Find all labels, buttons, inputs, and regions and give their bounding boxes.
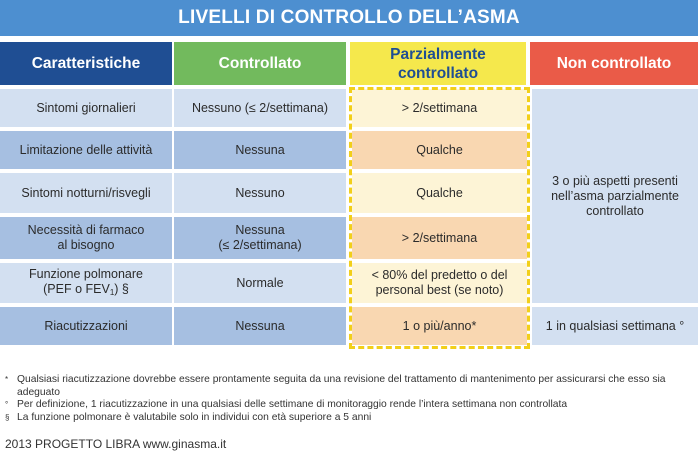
footnote bbox=[5, 412, 695, 425]
row-limitazione-attivita-controllato bbox=[174, 131, 346, 169]
row-riacutizzazioni-label bbox=[0, 307, 172, 345]
header-non-controllato-label: Non controllato bbox=[556, 55, 672, 72]
header-parzialmente-line1: Parzialmente bbox=[390, 45, 486, 63]
header-controllato-label: Controllato bbox=[218, 55, 302, 72]
row-sintomi-notturni-label bbox=[0, 173, 172, 213]
row-riacutizzazioni-parzialmente bbox=[352, 307, 527, 345]
row-sintomi-notturni-controllato bbox=[174, 173, 346, 213]
cell-value-line1: Nessuna bbox=[235, 223, 285, 237]
header-parzialmente-line2: controllato bbox=[397, 64, 479, 82]
cell-value: Nessuna bbox=[235, 318, 285, 333]
footnote-marker: ° bbox=[5, 400, 9, 410]
row-label-line1: Funzione polmonare bbox=[29, 266, 143, 281]
row-label: Limitazione delle attività bbox=[19, 142, 153, 157]
cell-value: Normale bbox=[236, 275, 284, 290]
cell-value: Nessuno bbox=[235, 185, 285, 200]
header-controllato bbox=[174, 42, 346, 85]
footnote-text: La funzione polmonare è valutabile solo in individui con età superiore a 5 anni bbox=[17, 411, 372, 423]
footnote bbox=[5, 399, 695, 412]
merged-line1: 3 o più aspetti presenti bbox=[552, 173, 678, 188]
row-label: Riacutizzazioni bbox=[44, 318, 128, 333]
source-footer: 2013 PROGETTO LIBRA www.ginasma.it bbox=[5, 437, 227, 451]
row-funzione-polmonare-controllato bbox=[174, 263, 346, 303]
cell-value: 1 in qualsiasi settimana ° bbox=[545, 318, 685, 333]
footnote-marker: * bbox=[5, 375, 9, 384]
row-necessita-farmaco-label bbox=[0, 217, 172, 259]
row-necessita-farmaco-controllato bbox=[174, 217, 346, 259]
row-riacutizzazioni-non-controllato bbox=[532, 307, 698, 345]
cell-value-line1: < 80% del predetto o del bbox=[371, 268, 508, 282]
cell-value: 1 o più/anno* bbox=[402, 318, 477, 333]
row-limitazione-attivita-parzialmente bbox=[352, 131, 527, 169]
row-label-line1: Necessità di farmaco bbox=[27, 223, 145, 237]
merged-line2: nell’asma parzialmente bbox=[551, 188, 679, 203]
cell-value: > 2/settimana bbox=[401, 230, 478, 245]
footnote-marker: § bbox=[5, 412, 10, 422]
row-sintomi-giornalieri-controllato bbox=[174, 89, 346, 127]
table-title: LIVELLI DI CONTROLLO DELL’ASMA bbox=[0, 0, 698, 36]
cell-value: Nessuno (≤ 2/settimana) bbox=[191, 100, 329, 115]
header-caratteristiche-label: Caratteristiche bbox=[31, 55, 141, 72]
cell-value: Qualche bbox=[416, 142, 463, 157]
row-label: Sintomi notturni/risvegli bbox=[21, 185, 151, 200]
cell-value: > 2/settimana bbox=[401, 100, 478, 115]
header-caratteristiche bbox=[0, 42, 172, 85]
row-funzione-polmonare-label bbox=[0, 263, 172, 303]
cell-value-line2: (≤ 2/settimana) bbox=[218, 238, 302, 252]
row-sintomi-notturni-parzialmente bbox=[352, 173, 527, 213]
row-necessita-farmaco-parzialmente bbox=[352, 217, 527, 259]
merged-line3: controllato bbox=[586, 203, 644, 218]
row-label-line2: al bisogno bbox=[57, 238, 115, 252]
footnote-text: Qualsiasi riacutizzazione dovrebbe essere prontamente seguita da una revisione del trattamento di mantenimento per assicurarsi che esso sia adeguato bbox=[17, 374, 666, 398]
row-sintomi-giornalieri-label bbox=[0, 89, 172, 127]
non-controllato-merged-cell bbox=[532, 89, 698, 303]
footnote-text: Per definizione, 1 riacutizzazione in una qualsiasi delle settimane di monitoraggio rende l’intera settimana non controllata bbox=[17, 399, 568, 411]
row-label-line2: (PEF o $FEV_1$) § bbox=[43, 281, 129, 297]
cell-value: Qualche bbox=[416, 185, 463, 200]
footnotes bbox=[5, 374, 695, 424]
row-limitazione-attivita-label bbox=[0, 131, 172, 169]
cell-value-line2: personal best (se noto) bbox=[375, 283, 504, 297]
row-label: Sintomi giornalieri bbox=[36, 100, 136, 115]
row-funzione-polmonare-parzialmente bbox=[352, 263, 527, 303]
header-parzialmente-controllato bbox=[350, 42, 526, 85]
row-riacutizzazioni-controllato bbox=[174, 307, 346, 345]
cell-value: Nessuna bbox=[235, 142, 285, 157]
row-sintomi-giornalieri-parzialmente bbox=[352, 89, 527, 127]
header-non-controllato bbox=[530, 42, 698, 85]
footnote bbox=[5, 374, 695, 399]
